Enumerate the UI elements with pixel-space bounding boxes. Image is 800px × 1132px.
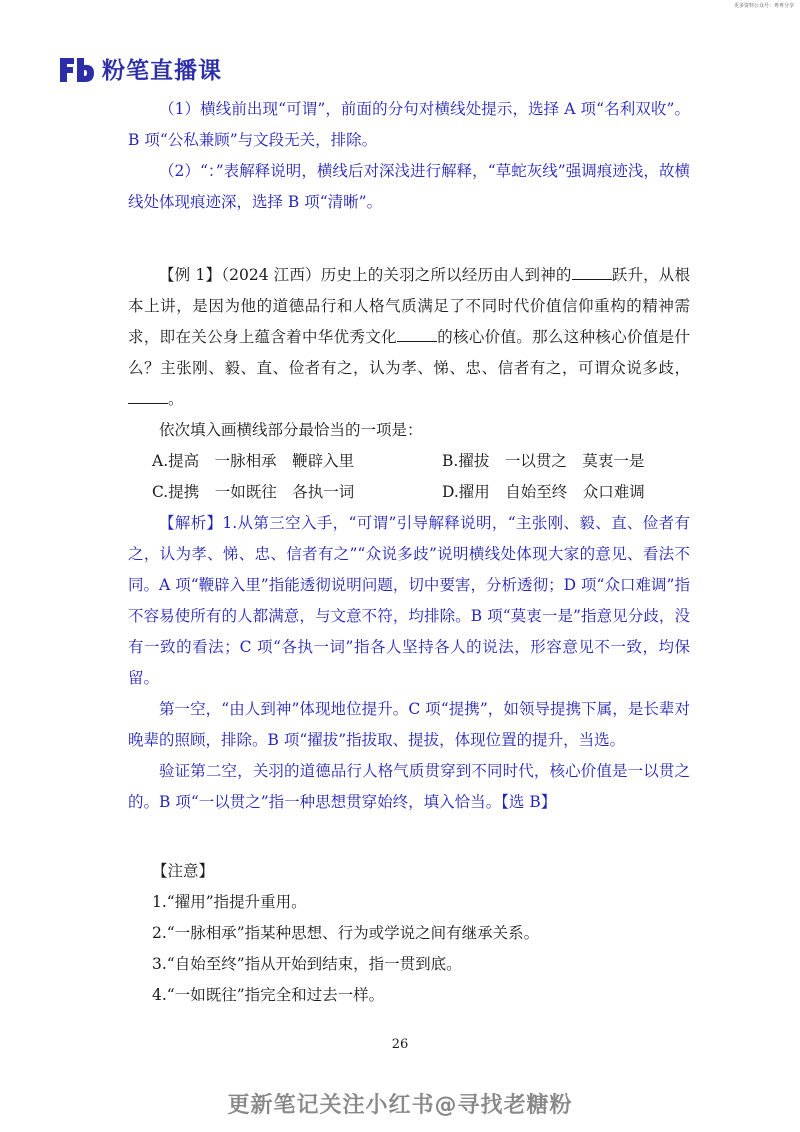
option-c: C.提携 一如既往 各执一词	[152, 483, 355, 501]
options-grid	[152, 446, 690, 508]
example-tag: 【例 1】	[159, 266, 222, 284]
brand-name: 粉笔直播课	[102, 58, 222, 84]
notes-section	[152, 856, 690, 1011]
analysis-paragraph-1: 【解析】1.从第三空入手，“可谓”引导解释说明，“主张刚、毅、直、俭者有之，认为孝、悌、忠、信者有之”“众说多歧”说明横线处体现大家的意见、看法不同。A 项“鞭辟入里”指能透彻说明问题，切中要害，分析透彻；D 项“众口难调”指不容易使所有的人都满意，与文意不符，均排除。B 项“莫衷一是”指意见分歧，没有一致的看法；C 项“各执一词”指各人坚持各人的说法，形容意见不一致，均保留。	[128, 514, 690, 687]
analysis-paragraph-3: 验证第二空，关羽的道德品行人格气质贯穿到不同时代，核心价值是一以贯之的。B 项“一以贯之”指一种思想贯穿始终，填入恰当。【选 B】	[128, 762, 690, 811]
blank-1	[572, 265, 612, 280]
stem-part-d: 。	[168, 390, 184, 408]
option-a: A.提高 一脉相承 鞭辟入里	[152, 452, 355, 470]
example-source: （2024 江西）	[221, 266, 321, 284]
analysis-paragraph-2: 第一空，“由人到神”体现地位提升。C 项“提携”，如领导提携下属，是长辈对晚辈的照顾，排除。B 项“擢拔”指拔取、提拔，体现位置的提升，当选。	[128, 700, 690, 749]
option-d: D.擢用 自始至终 众口难调	[442, 483, 645, 501]
footer-watermark: 更新笔记关注小红书@寻找老糖粉	[227, 1093, 573, 1118]
stem-part-b: 跃升，从根本上讲，是因为他的道德品行和人格气质满足了不同时代价值信仰重构的精神需求，即在关公身上蕴含着中华优秀文化	[128, 266, 690, 346]
note-item: 3.“自始至终”指从开始到结束，指一贯到底。	[152, 955, 462, 973]
corner-note: 更多资料公众号：粤粤分享	[733, 3, 794, 9]
notes-title: 【注意】	[152, 862, 215, 880]
prev-analysis-1: （1）横线前出现“可谓”，前面的分句对横线处提示，选择 A 项“名利双收”。B 项“公私兼顾”与文段无关，排除。	[128, 100, 690, 149]
spacer	[128, 218, 690, 260]
document-body	[128, 94, 690, 1011]
question-prompt: 依次填入画横线部分最恰当的一项是：	[159, 421, 423, 439]
blank-3	[128, 389, 168, 404]
example-stem	[128, 260, 690, 415]
note-item: 1.“擢用”指提升重用。	[152, 893, 307, 911]
fb-logo-icon	[58, 54, 96, 84]
note-item: 2.“一脉相承”指某种思想、行为或学说之间有继承关系。	[152, 924, 540, 942]
stem-part-c: 的核心价值。那么这种核心价值是什么？主张刚、毅、直、俭者有之，认为孝、悌、忠、信者有之，可谓众说多歧，	[128, 328, 690, 377]
stem-part-a: 历史上的关羽之所以经历由人到神的	[320, 266, 572, 284]
blank-2	[397, 327, 437, 342]
note-item: 4.“一如既往”指完全和过去一样。	[152, 986, 385, 1004]
spacer	[128, 818, 690, 856]
brand-logo	[58, 52, 222, 85]
option-b: B.擢拔 一以贯之 莫衷一是	[442, 452, 645, 470]
page-number: 26	[391, 1037, 409, 1052]
prev-analysis-2: （2）“：”表解释说明，横线后对深浅进行解释，“草蛇灰线”强调痕迹浅，故横线处体现痕迹深，选择 B 项“清晰”。	[128, 162, 690, 211]
